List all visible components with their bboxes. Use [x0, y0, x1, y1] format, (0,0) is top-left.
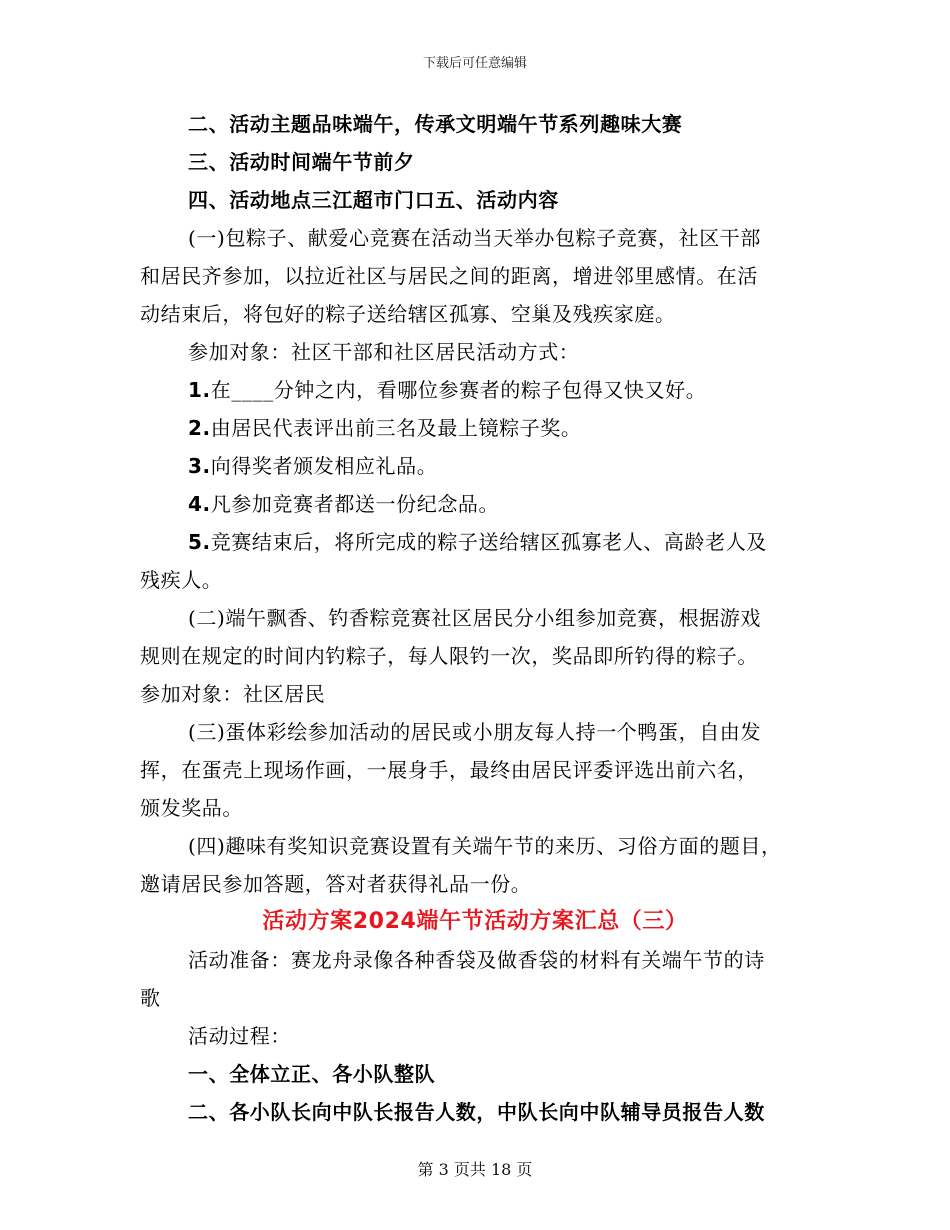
list-item: 1.在____分钟之内，看哪位参赛者的粽子包得又快又好。: [188, 378, 707, 402]
step-line: 一、全体立正、各小队整队: [188, 1062, 436, 1086]
step-line: 二、各小队长向中队长报告人数，中队长向中队辅导员报告人数: [188, 1100, 765, 1124]
paragraph-line: (四)趣味有奖知识竞赛设置有关端午节的来历、习俗方面的题目，: [188, 834, 782, 858]
paragraph-line: 活动准备：赛龙舟录像各种香袋及做香袋的材料有关端午节的诗: [188, 948, 765, 972]
paragraph-line: (一)包粽子、献爱心竞赛在活动当天举办包粽子竞赛，社区干部: [188, 226, 762, 250]
participants-line: 参加对象：社区干部和社区居民活动方式：: [188, 340, 580, 364]
document-body: [140, 105, 810, 1131]
page-footer: 第 3 页共 18 页: [417, 1160, 533, 1179]
paragraph-line: 挥，在蛋壳上现场作画，一展身手，最终由居民评委评选出前六名，: [140, 758, 758, 782]
section-theme: 二、活动主题品味端午，传承文明端午节系列趣味大赛: [188, 112, 683, 136]
paragraph-line: 残疾人。: [140, 568, 223, 592]
paragraph-line: 规则在规定的时间内钓粽子，每人限钓一次，奖品即所钓得的粽子。: [140, 644, 758, 668]
list-item: 2.由居民代表评出前三名及最上镜粽子奖。: [188, 416, 582, 440]
list-item: 4.凡参加竞赛者都送一份纪念品。: [188, 492, 500, 516]
section-heading: 活动方案2024端午节活动方案汇总（三）: [262, 909, 688, 934]
page-header: 下载后可任意编辑: [422, 56, 527, 71]
list-item: 5.竞赛结束后，将所完成的粽子送给辖区孤寡老人、高龄老人及: [188, 530, 767, 554]
paragraph-line: (三)蛋体彩绘参加活动的居民或小朋友每人持一个鸭蛋，自由发: [188, 720, 762, 744]
paragraph-line: 颁发奖品。: [140, 796, 243, 820]
paragraph-line: 和居民齐参加，以拉近社区与居民之间的距离，增进邻里感情。在活: [140, 264, 758, 288]
section-location: 四、活动地点三江超市门口五、活动内容: [188, 188, 559, 212]
paragraph-line: 活动过程：: [188, 1024, 291, 1048]
paragraph-line: 邀请居民参加答题，答对者获得礼品一份。: [140, 872, 532, 896]
section-time: 三、活动时间端午节前夕: [188, 150, 415, 174]
paragraph-line: 动结束后，将包好的粽子送给辖区孤寡、空巢及残疾家庭。: [140, 302, 676, 326]
paragraph-line: 歌: [140, 986, 161, 1010]
participants-line: 参加对象：社区居民: [140, 682, 326, 706]
list-item: 3.向得奖者颁发相应礼品。: [188, 454, 438, 478]
paragraph-line: (二)端午飘香、钓香粽竞赛社区居民分小组参加竞赛，根据游戏: [188, 606, 762, 630]
